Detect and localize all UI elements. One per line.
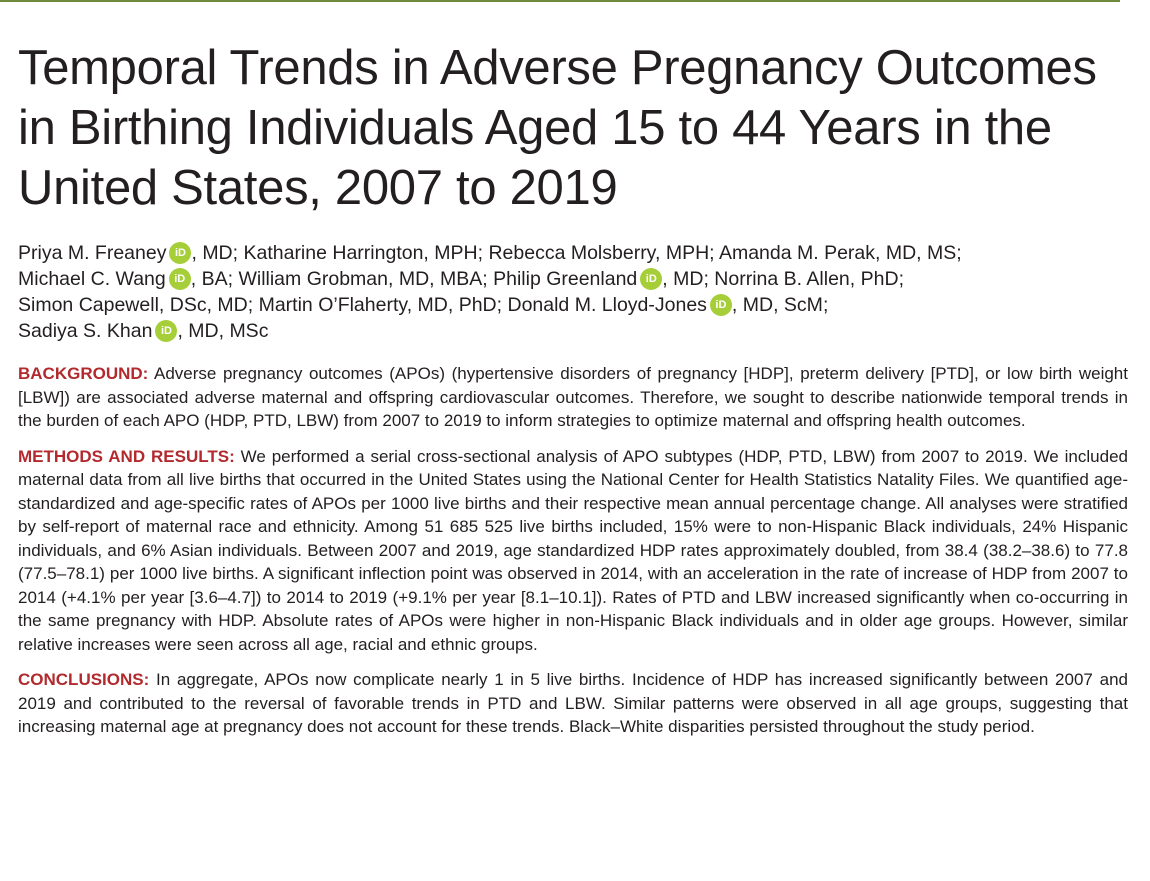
author-separator: ; — [822, 294, 829, 316]
author: Michael C. Wang iD , BA; — [18, 268, 239, 290]
author-degrees: MD, PhD — [417, 294, 497, 316]
author-degrees: BA — [201, 268, 228, 290]
author-name: Norrina B. Allen — [714, 268, 850, 290]
orcid-icon[interactable]: iD — [155, 320, 177, 342]
author-separator: ; — [709, 242, 719, 264]
author-list — [18, 240, 1128, 344]
author-name: Michael C. Wang — [18, 268, 166, 290]
section-text-background: Adverse pregnancy outcomes (APOs) (hypertensive disorders of pregnancy [HDP], preterm delivery [PTD], or low birth weight [LBW]) are associated adverse maternal and offspring cardiovascular outcomes. Therefore, we sought to describe nationwide temporal trends in the burden of each APO (HDP, PTD, LBW) from 2007 to 2019 to inform strategies to optimize maternal and offspring health outcomes. — [18, 364, 1128, 430]
author: William Grobman, MD, MBA; — [238, 268, 494, 290]
author-separator: ; — [496, 294, 508, 316]
author-separator: ; — [703, 268, 715, 290]
section-label-background: BACKGROUND: — [18, 364, 149, 383]
author-degrees: MD, MS — [885, 242, 957, 264]
author-degrees: DSc, MD — [169, 294, 248, 316]
author: Priya M. Freaney iD , MD; — [18, 242, 244, 264]
abstract-conclusions — [18, 668, 1128, 739]
section-label-methods-results: METHODS AND RESULTS: — [18, 446, 235, 466]
author: Donald M. Lloyd-Jones iD , MD, ScM; — [507, 294, 829, 316]
author-name: Rebecca Molsberry — [488, 242, 655, 264]
author-degrees: MD, MSc — [188, 320, 269, 342]
author: Philip Greenland iD , MD; — [493, 268, 715, 290]
author-degrees: MD, ScM — [742, 294, 823, 316]
author-degrees: PhD — [860, 268, 899, 290]
author-degrees: MPH — [434, 242, 478, 264]
abstract-background — [18, 362, 1128, 433]
author-separator: ; — [482, 268, 494, 290]
author-name: Priya M. Freaney — [18, 242, 167, 264]
author-name: William Grobman — [238, 268, 388, 290]
author-degrees: MD — [202, 242, 233, 264]
author-separator: ; — [477, 242, 489, 264]
author-name: Martin O’Flaherty — [258, 294, 407, 316]
author: Amanda M. Perak, MD, MS; — [718, 242, 962, 264]
orcid-icon[interactable]: iD — [640, 268, 662, 290]
abstract-methods-results — [18, 445, 1128, 657]
author-name: Simon Capewell — [18, 294, 159, 316]
article-title: Temporal Trends in Adverse Pregnancy Outcomes in Birthing Individuals Aged 15 to 44 Years in the United States, 2007 to 2019 — [18, 41, 1097, 215]
article — [18, 38, 1128, 751]
author-separator: ; — [247, 294, 259, 316]
section-text-conclusions: In aggregate, APOs now complicate nearly 1 in 5 live births. Incidence of HDP has increased significantly between 2007 and 2019 and contributed to the reversal of favorable trends in PTD and LBW. Similar patterns were observed in all age groups, suggesting that increasing maternal age at pregnancy does not account for these trends. Black–White disparities persisted throughout the study period. — [18, 670, 1128, 736]
author-name: Sadiya S. Khan — [18, 320, 153, 342]
orcid-icon[interactable]: iD — [710, 294, 732, 316]
author: Simon Capewell, DSc, MD; — [18, 294, 259, 316]
author-separator: ; — [227, 268, 239, 290]
orcid-icon[interactable]: iD — [169, 242, 191, 264]
author-degrees: MD — [673, 268, 704, 290]
orcid-icon[interactable]: iD — [169, 268, 191, 290]
section-label-conclusions: CONCLUSIONS: — [18, 670, 150, 689]
author: Rebecca Molsberry, MPH; — [488, 242, 719, 264]
author-separator: ; — [956, 242, 962, 264]
author: Katharine Harrington, MPH; — [243, 242, 489, 264]
author-name: Katharine Harrington — [243, 242, 424, 264]
section-text-methods-results: We performed a serial cross-sectional analysis of APO subtypes (HDP, PTD, LBW) from 2007 to 2019. We included maternal data from all live births that occurred in the United States using the National Center for Health Statistics Natality Files. We quantified age-standardized and age-specific rates of APOs per 1000 live births and their respective mean annual percentage change. All analyses were stratified by self-report of maternal race and ethnicity. Among 51 685 525 live births included, 15% were to non-Hispanic Black individuals, 24% Hispanic individuals, and 6% Asian individuals. Between 2007 and 2019, age standardized HDP rates approximately doubled, from 38.4 (38.2–38.6) to 77.8 (77.5–78.1) per 1000 live births. A significant inflection point was observed in 2014, with an acceleration in the rate of increase of HDP from 2007 to 2014 (+4.1% per year [3.6–4.7]) to 2014 to 2019 (+9.1% per year [8.1–10.1]). Rates of PTD and LBW increased significantly when co-occurring in the same pregnancy with HDP. Absolute rates of APOs were higher in non-Hispanic Black individuals and in older age groups. However, similar relative increases were seen across all age, racial and ethnic groups. — [18, 446, 1128, 654]
author: Norrina B. Allen, PhD; — [714, 268, 904, 290]
author: Martin O’Flaherty, MD, PhD; — [258, 294, 508, 316]
author-name: Donald M. Lloyd-Jones — [507, 294, 707, 316]
author-name: Amanda M. Perak — [718, 242, 876, 264]
author-degrees: MPH — [665, 242, 710, 264]
top-rule — [0, 0, 1120, 2]
author-separator: ; — [232, 242, 244, 264]
abstract — [18, 362, 1128, 739]
author-name: Philip Greenland — [493, 268, 638, 290]
author: Sadiya S. Khan iD , MD, MSc — [18, 320, 269, 342]
author-separator: ; — [898, 268, 904, 290]
author-degrees: MD, MBA — [398, 268, 483, 290]
